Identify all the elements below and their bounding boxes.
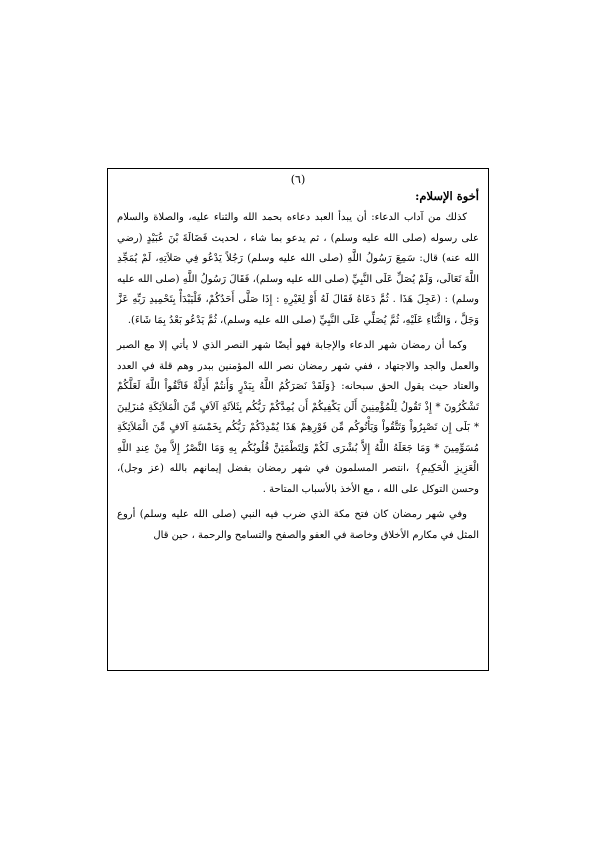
section-heading: أخوة الإسلام: [415,189,479,203]
paragraph-3: وفي شهر رمضان كان فتح مكة الذي ضرب فيه النبي (صلى الله عليه وسلم) أروع المثل في مكارم الأخلاق وخاصة في العفو والصفح والتسامح والرحمة ، حين قال [117,509,479,541]
page-frame [107,168,489,671]
page-number: (٦) [290,173,306,186]
paragraph-2: وكما أن رمضان شهر الدعاء والإجابة فهو أيضًا شهر النصر الذي لا يأتي إلا مع الصبر والعمل والجد والاجتهاد ، ففي شهر رمضان نصر الله المؤمنين ببدر وهم قلة في العدد والعتاد حيث يقول الحق سبحانه: {وَلَقَدْ نَصَرَكُمُ اللَّهُ بِبَدْرٍ وَأَنتُمْ أَذِلَّةٌ فَاتَّقُواْ اللَّهَ لَعَلَّكُمْ تَشْكُرُونَ * إِذْ تَقُولُ لِلْمُؤْمِنِينَ أَلَن يَكْفِيكُمْ أَن يُمِدَّكُمْ رَبُّكُم بِثَلاَثَةِ آلاَفٍ مِّنَ الْمَلاَئِكَةِ مُنزَلِينَ * بَلَى إِن تَصْبِرُواْ وَتَتَّقُواْ وَيَأْتُوكُم مِّن فَوْرِهِمْ هَذَا يُمْدِدْكُمْ رَبُّكُم بِخَمْسَةِ آلافٍ مِّنَ الْمَلاَئِكَةِ مُسَوِّمِينَ * وَمَا جَعَلَهُ اللَّهُ إِلاَّ بُشْرَى لَكُمْ وَلِتَطْمَئِنَّ قُلُوبُكُم بِهِ وَمَا النَّصْرُ إِلاَّ مِنْ عِندِ اللَّهِ الْعَزِيزِ الْحَكِيمِ} ،انتصر المسلمون في شهر رمضان بفضل إيمانهم بالله (عز وجل)، وحسن التوكل على الله ، مع الأخذ بالأسباب المتاحة . [117,340,479,495]
paragraph-1: كذلك من آداب الدعاء: أن يبدأ العبد دعاءه بحمد الله والثناء عليه، والصلاة والسلام على رسوله (صلى الله عليه وسلم) ، ثم يدعو بما شاء ، لحديث فَضَالَةَ بْنَ عُبَيْدٍ (رضي الله عنه) قال: سَمِعَ رَسُولُ اللَّهِ (صلى الله عليه وسلم) رَجُلاً يَدْعُو فِي صَلاَتِهِ، لَمْ يُمَجِّدِ اللَّهَ تَعَالَى، وَلَمْ يُصَلِّ عَلَى النَّبِيِّ (صلى الله عليه وسلم)، فَقَالَ رَسُولُ اللَّهِ (صلى الله عليه وسلم) : (عَجِلَ هَذَا . ثُمَّ دَعَاهُ فَقَالَ لَهُ أَوْ لِغَيْرِهِ : إِذَا صَلَّى أَحَدُكُمْ، فَلْيَبْدَأْ بِتَحْمِيدِ رَبِّهِ عَزَّ وَجَلَّ ، وَالثَّنَاءِ عَلَيْهِ، ثُمَّ يُصَلِّي عَلَى النَّبِيِّ (صلى الله عليه وسلم)، ثُمَّ يَدْعُو بَعْدُ بِمَا شَاءَ). [117,212,479,326]
